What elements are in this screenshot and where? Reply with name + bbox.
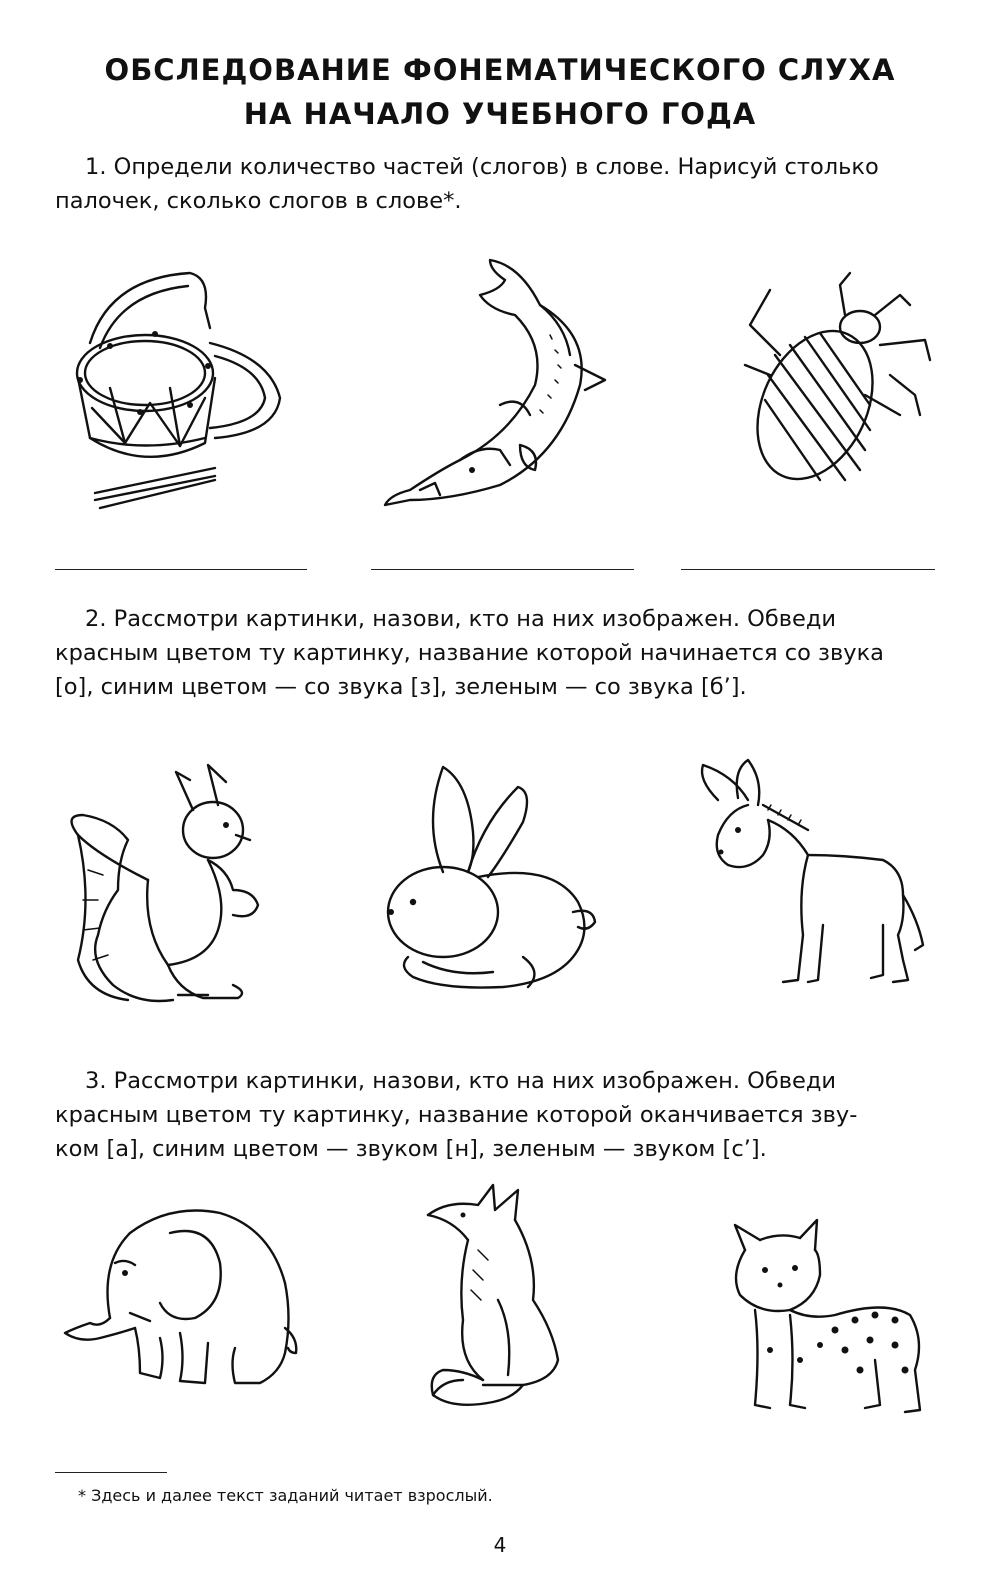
task-3-line-3: ком [а], синим цветом — звуком [н], зеленым — звуком [с’].: [55, 1136, 767, 1162]
answer-line-2[interactable]: [371, 569, 634, 570]
page-title-line-2: НА НАЧАЛО УЧЕБНОГО ГОДА: [243, 97, 757, 131]
task-3-line-1: 3. Рассмотри картинки, назови, кто на них изображен. Обведи: [85, 1068, 837, 1094]
drum-icon: [70, 268, 290, 518]
footnote-divider: [55, 1472, 167, 1473]
page-number: 4: [493, 1533, 507, 1557]
fox-icon: [423, 1180, 573, 1410]
footnote: * Здесь и далее текст заданий читает взрослый.: [78, 1486, 493, 1505]
answer-line-1[interactable]: [55, 569, 307, 570]
elephant-icon: [60, 1203, 305, 1388]
hare-icon: [383, 762, 598, 997]
task-3-line-2: красным цветом ту картинку, название которой оканчивается зву-: [55, 1102, 858, 1128]
task-2-line-2: красным цветом ту картинку, название которой начинается со звука: [55, 640, 884, 666]
task-3-instruction: [55, 1064, 935, 1166]
answer-line-3[interactable]: [681, 569, 935, 570]
page-title-line-1: ОБСЛЕДОВАНИЕ ФОНЕМАТИЧЕСКОГО СЛУХА: [104, 53, 896, 87]
task-1-line-2: палочек, сколько слогов в слове*.: [55, 188, 462, 214]
task-2-line-1: 2. Рассмотри картинки, назови, кто на них изображен. Обведи: [85, 606, 837, 632]
pike-icon: [380, 255, 610, 515]
task-2-line-3: [о], синим цветом — со звука [з], зеленым — со звука [б’].: [55, 674, 747, 700]
lynx-icon: [725, 1220, 925, 1415]
task-1-instruction: [55, 150, 935, 218]
donkey-icon: [693, 760, 928, 990]
squirrel-icon: [58, 760, 278, 1010]
beetle-icon: [740, 265, 935, 490]
task-1-line-1: 1. Определи количество частей (слогов) в слове. Нарисуй столько: [85, 154, 879, 180]
task-2-instruction: [55, 602, 935, 704]
